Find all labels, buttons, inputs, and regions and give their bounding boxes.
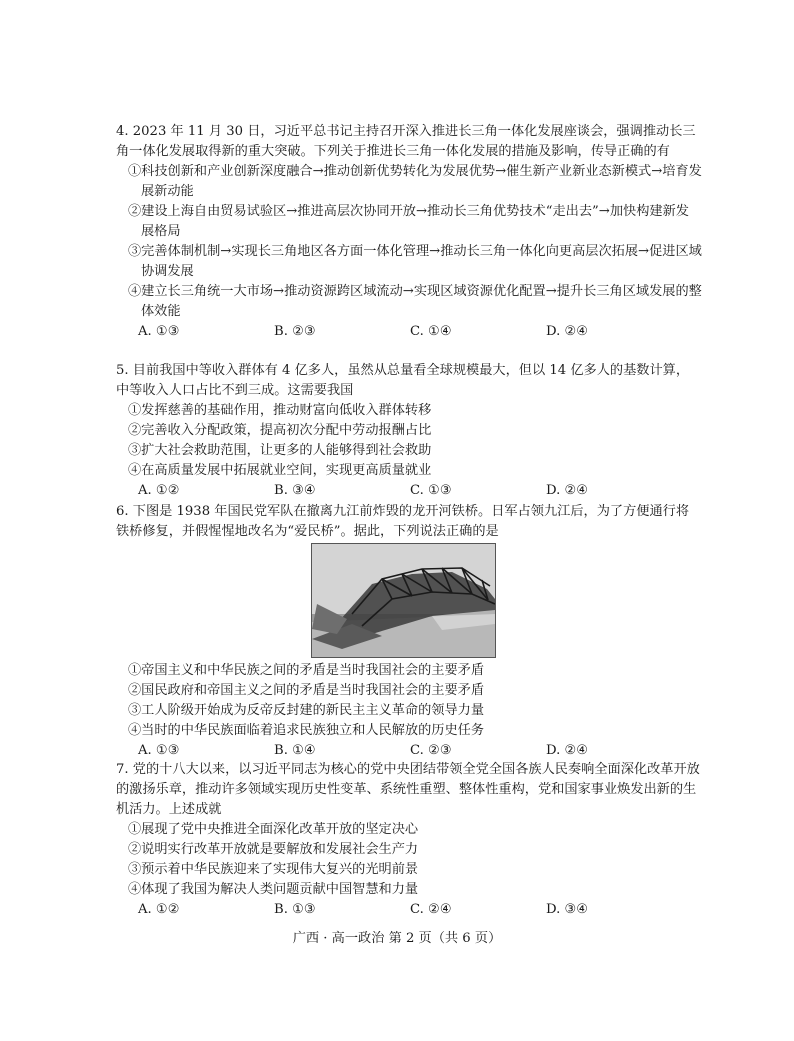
question-7-option-1: ①展现了党中央推进全面深化改革开放的坚定决心 <box>128 822 419 837</box>
question-5 <box>116 361 702 501</box>
question-6-stem: 6. 下图是 1938 年国民党军队在撤离九江前炸毁的龙开河铁桥。日军占领九江后，为了方便通行将铁桥修复，并假惺惺地改名为“爱民桥”。据此，下列说法正确的是 <box>116 504 690 539</box>
question-7 <box>116 760 702 920</box>
choice-c: C. ①④ <box>410 324 452 339</box>
question-4-choices <box>116 322 702 342</box>
choice-d: D. ②④ <box>546 743 589 758</box>
question-6-options <box>116 661 702 761</box>
choice-c: C. ①③ <box>410 483 452 498</box>
question-7-option-2: ②说明实行改革开放就是要解放和发展社会生产力 <box>128 842 419 857</box>
choice-a: A. ①② <box>138 902 180 917</box>
choice-b: B. ②③ <box>274 324 316 339</box>
question-5-stem: 5. 目前我国中等收入群体有 4 亿多人，虽然从总量看全球规模最大，但以 14 亿多人的基数计算，中等收入人口占比不到三成。这需要我国 <box>116 363 690 398</box>
choice-d: D. ②④ <box>546 483 589 498</box>
question-6-option-4: ④当时的中华民族面临着追求民族独立和人民解放的历史任务 <box>128 723 485 738</box>
choice-a: A. ①③ <box>138 743 180 758</box>
question-4-option-1: ①科技创新和产业创新深度融合→推动创新优势转化为发展优势→催生新产业新业态新模式→培育发展新动能 <box>128 164 702 199</box>
question-5-option-2: ②完善收入分配政策，提高初次分配中劳动报酬占比 <box>128 423 432 438</box>
question-5-choices <box>116 481 702 501</box>
question-4 <box>116 122 702 342</box>
page-footer: 广西 · 高一政治 第 2 页（共 6 页） <box>292 931 502 946</box>
question-5-option-4: ④在高质量发展中拓展就业空间，实现更高质量就业 <box>128 463 432 478</box>
question-7-option-4: ④体现了我国为解决人类问题贡献中国智慧和力量 <box>128 882 419 897</box>
question-4-option-2: ②建设上海自由贸易试验区→推进高层次协同开放→推动长三角优势技术“走出去”→加快构建新发展格局 <box>128 204 689 239</box>
choice-b: B. ③④ <box>274 483 316 498</box>
choice-c: C. ②④ <box>410 902 452 917</box>
question-4-stem: 4. 2023 年 11 月 30 日，习近平总书记主持召开深入推进长三角一体化发展座谈会，强调推动长三角一体化发展取得新的重大突破。下列关于推进长三角一体化发展的措施及影响，传导正确的有 <box>116 124 696 159</box>
choice-b: B. ①④ <box>274 743 316 758</box>
choice-d: D. ②④ <box>546 324 589 339</box>
question-7-stem: 7. 党的十八大以来，以习近平同志为核心的党中央团结带领全党全国各族人民奏响全面深化改革开放的激扬乐章，推动许多领域实现历史性变革、系统性重塑、整体性重构，党和国家事业焕发出新的生机活力。上述成就 <box>116 762 700 817</box>
question-7-choices <box>116 900 702 920</box>
question-6-option-3: ③工人阶级开始成为反帝反封建的新民主主义革命的领导力量 <box>128 703 485 718</box>
question-6-option-1: ①帝国主义和中华民族之间的矛盾是当时我国社会的主要矛盾 <box>128 663 485 678</box>
question-5-option-3: ③扩大社会救助范围，让更多的人能够得到社会救助 <box>128 443 432 458</box>
bridge-photo <box>311 543 496 658</box>
question-7-option-3: ③预示着中华民族迎来了实现伟大复兴的光明前景 <box>128 862 419 877</box>
question-6-choices <box>116 741 702 761</box>
question-6-option-2: ②国民政府和帝国主义之间的矛盾是当时我国社会的主要矛盾 <box>128 683 485 698</box>
choice-a: A. ①② <box>138 483 180 498</box>
choice-d: D. ③④ <box>546 902 589 917</box>
question-4-option-4: ④建立长三角统一大市场→推动资源跨区域流动→实现区域资源优化配置→提升长三角区域发展的整体效能 <box>128 284 702 319</box>
question-6 <box>116 502 702 542</box>
question-5-option-1: ①发挥慈善的基础作用，推动财富向低收入群体转移 <box>128 403 432 418</box>
question-4-option-3: ③完善体制机制→实现长三角地区各方面一体化管理→推动长三角一体化向更高层次拓展→促进区域协调发展 <box>128 244 702 279</box>
choice-b: B. ①③ <box>274 902 316 917</box>
choice-a: A. ①③ <box>138 324 180 339</box>
choice-c: C. ②③ <box>410 743 452 758</box>
